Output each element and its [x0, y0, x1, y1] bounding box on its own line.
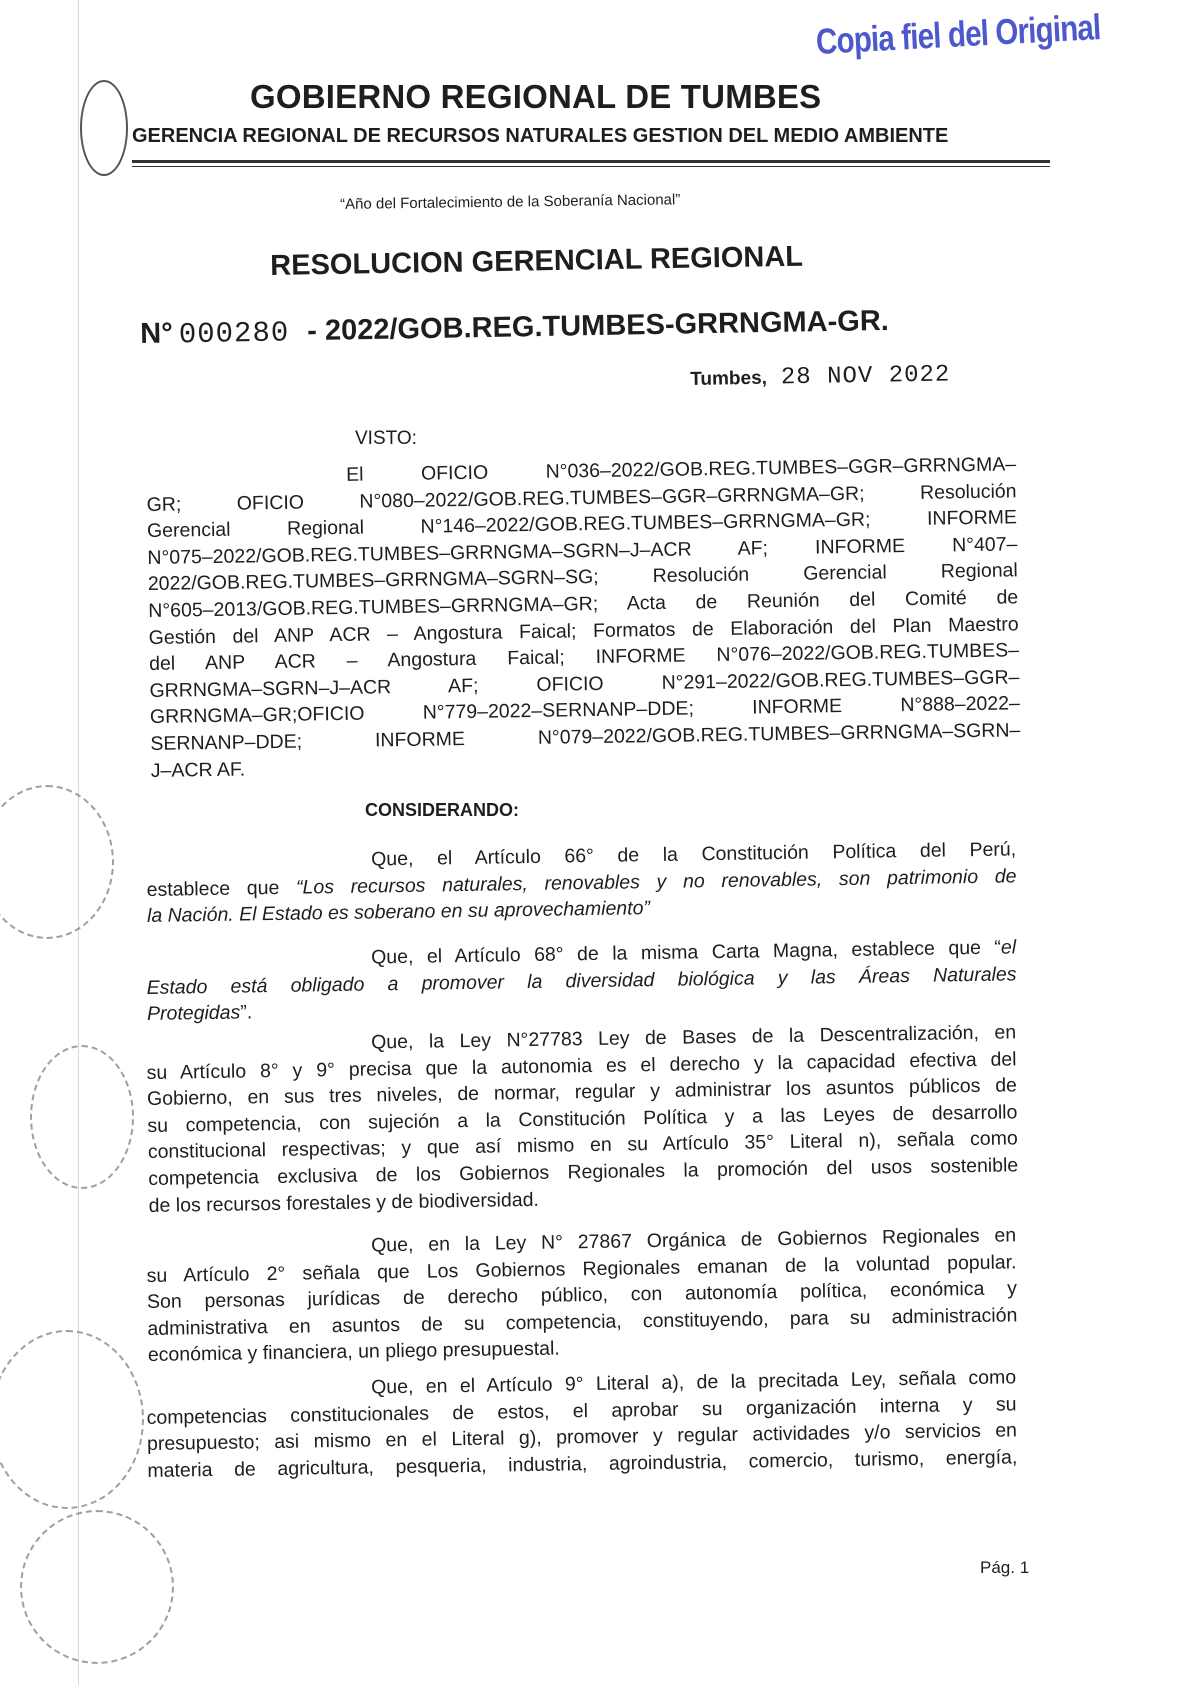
- text-segment: administrativa en asuntos de su competencia, constituyendo, para su administración: [147, 1304, 1018, 1340]
- considerando-paragraph: [146, 1019, 1019, 1219]
- copia-fiel-stamp: Copia fiel del Original: [814, 6, 1102, 62]
- official-seal: [0, 785, 114, 939]
- resolution-code: - 2022/GOB.REG.TUMBES-GRRNGMA-GR.: [306, 304, 890, 348]
- header-rule: [132, 160, 1050, 163]
- italic-quote: Estado está obligado a promover la diversidad biológica y las Áreas Naturales: [146, 962, 1017, 999]
- text-segment: su Artículo 2° señala que Los Gobiernos Regionales emanan de la voluntad popular.: [146, 1250, 1017, 1287]
- considerando-paragraph: [146, 934, 1017, 1027]
- text-segment: Que, el Artículo 66° de la Constitución Política del Perú,: [371, 838, 1017, 871]
- text-segment: materia de agricultura, pesqueria, industria, agroindustria, comercio, turismo, energía,: [147, 1446, 1018, 1482]
- text-segment: presupuesto; asi mismo en el Literal g), promover y regular actividades y/o servicios en: [146, 1419, 1018, 1456]
- text-segment: establece que: [146, 876, 297, 901]
- resolution-number: [140, 305, 889, 352]
- visto-paragraph: [146, 451, 1021, 784]
- resolution-title: RESOLUCION GERENCIAL REGIONAL: [270, 240, 804, 282]
- text-segment: ”.: [240, 1001, 253, 1024]
- visto-line: del ANP ACR – Angostura Faical; INFORME N°076–2022/GOB.REG.TUMBES–: [148, 639, 1020, 676]
- text-segment: de los recursos forestales y de biodiversidad.: [148, 1188, 540, 1217]
- considerando-paragraph: [146, 836, 1017, 929]
- stamped-date: 28 NOV 2022: [780, 361, 951, 392]
- visto-line: GRRNGMA–SGRN–J–ACR AF; OFICIO N°291–2022/GOB.REG.TUMBES–GGR–: [149, 666, 1020, 702]
- text-segment: su Artículo 8° y 9° precisa que la autonomia es el derecho y la capacidad efectiva del: [146, 1047, 1017, 1084]
- italic-quote: Protegidas: [146, 1001, 241, 1026]
- text-segment: Gobierno, en sus tres niveles, de normar, regular y administrar los asuntos públicos de: [146, 1074, 1018, 1111]
- page-number: Pág. 1: [980, 1558, 1030, 1577]
- visto-line: Gerencial Regional N°146–2022/GOB.REG.TUMBES–GRRNGMA–GR; INFORME: [146, 506, 1018, 543]
- department-subtitle: GERENCIA REGIONAL DE RECURSOS NATURALES GESTION DEL MEDIO AMBIENTE: [132, 125, 949, 147]
- considerando-paragraph: [146, 1364, 1018, 1484]
- italic-quote: “Los recursos naturales, renovables y no renovables, son patrimonio de: [295, 864, 1017, 899]
- visto-line: J–ACR AF.: [150, 758, 246, 782]
- text-segment: constitucional respectivas; y que así mismo en su Artículo 35° Literal n), señala como: [147, 1127, 1018, 1164]
- visto-line: 2022/GOB.REG.TUMBES–GRRNGMA–SGRN–SG; Resolución Gerencial Regional: [147, 559, 1018, 596]
- visto-line: SERNANP–DDE; INFORME N°079–2022/GOB.REG.TUMBES–GRRNGMA–SGRN–: [150, 719, 1021, 755]
- header-rule-thin: [132, 166, 1050, 167]
- visto-line: Gestión del ANP ACR – Angostura Faical; Formatos de Elaboración del Plan Maestro: [148, 612, 1019, 649]
- text-segment: competencia exclusiva de los Gobiernos Regionales la promoción del usos sostenible: [148, 1154, 1019, 1190]
- resolution-date: [690, 361, 951, 393]
- date-place: Tumbes,: [690, 367, 768, 390]
- text-segment: Que, el Artículo 68° de la misma Carta Magna, establece que “: [371, 936, 1002, 969]
- year-motto: “Año del Fortalecimiento de la Soberanía Nacional”: [340, 191, 681, 213]
- official-seal: [0, 1330, 144, 1509]
- visto-line: GR; OFICIO N°080–2022/GOB.REG.TUMBES–GGR–GRRNGMA–GR; Resolución: [146, 479, 1017, 516]
- stamped-number: 000280: [178, 316, 290, 352]
- text-segment: Que, en la Ley N° 27867 Orgánica de Gobiernos Regionales en: [371, 1224, 1017, 1257]
- visto-line: El OFICIO N°036–2022/GOB.REG.TUMBES–GGR–GRRNGMA–: [346, 453, 1017, 486]
- italic-quote: la Nación. El Estado es soberano en su aprovechamiento”: [146, 897, 651, 928]
- text-segment: Son personas jurídicas de derecho público, con autonomía política, económica y: [146, 1277, 1018, 1314]
- italic-quote: el: [1000, 936, 1017, 959]
- visto-line: N°605–2013/GOB.REG.TUMBES–GRRNGMA–GR; Acta de Reunión del Comité de: [148, 586, 1019, 622]
- visto-heading: VISTO:: [355, 428, 417, 449]
- considerando-heading: CONSIDERANDO:: [365, 800, 520, 820]
- official-seal: [30, 1045, 134, 1189]
- government-title: GOBIERNO REGIONAL DE TUMBES: [250, 78, 822, 115]
- regional-logo-seal: [80, 80, 128, 176]
- considerando-paragraph: [146, 1222, 1018, 1369]
- number-prefix: N°: [140, 317, 174, 350]
- text-segment: Que, en el Artículo 9° Literal a), de la precitada Ley, señala como: [371, 1366, 1017, 1399]
- text-segment: competencias constitucionales de estos, el aprobar su organización interna y su: [146, 1392, 1017, 1429]
- text-segment: económica y financiera, un pliego presupuestal.: [147, 1337, 560, 1367]
- text-segment: Que, la Ley N°27783 Ley de Bases de la Descentralización, en: [371, 1021, 1017, 1054]
- visto-line: GRRNGMA–GR;OFICIO N°779–2022–SERNANP–DDE; INFORME N°888–2022–: [149, 692, 1021, 729]
- text-segment: su competencia, con sujeción a la Constitución Política y a las Leyes de desarrollo: [147, 1101, 1018, 1137]
- visto-line: N°075–2022/GOB.REG.TUMBES–GRRNGMA–SGRN–J–ACR AF; INFORME N°407–: [147, 533, 1018, 569]
- official-seal: [20, 1510, 174, 1664]
